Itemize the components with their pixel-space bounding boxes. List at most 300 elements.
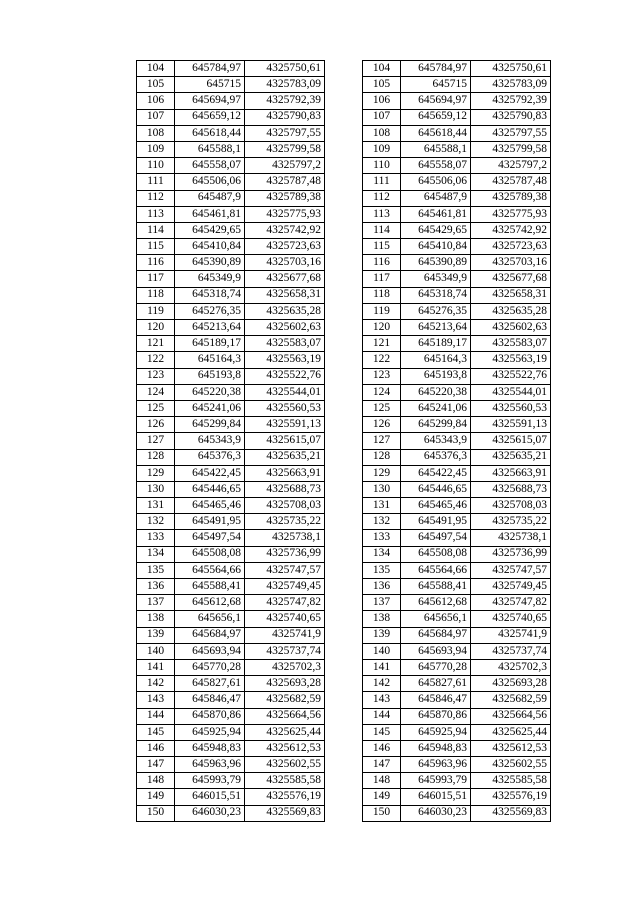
point-number-cell: 139 [363,627,401,643]
x-coordinate-cell: 645588,41 [401,579,471,595]
y-coordinate-cell: 4325708,03 [245,498,325,514]
x-coordinate-cell: 645164,3 [175,352,245,368]
table-row [363,400,551,416]
table-row [137,109,325,125]
y-coordinate-cell: 4325625,44 [245,724,325,740]
y-coordinate-cell: 4325615,07 [245,433,325,449]
y-coordinate-cell: 4325797,55 [245,125,325,141]
x-coordinate-cell: 645318,74 [401,287,471,303]
table-row [363,158,551,174]
x-coordinate-cell: 645390,89 [401,255,471,271]
y-coordinate-cell: 4325658,31 [245,287,325,303]
point-number-cell: 149 [137,789,175,805]
point-number-cell: 122 [137,352,175,368]
table-row [363,627,551,643]
point-number-cell: 140 [363,643,401,659]
table-row [363,109,551,125]
coordinates-table-right [362,60,551,822]
table-row [137,579,325,595]
point-number-cell: 122 [363,352,401,368]
table-row [363,174,551,190]
y-coordinate-cell: 4325750,61 [245,61,325,77]
point-number-cell: 145 [363,724,401,740]
point-number-cell: 116 [363,255,401,271]
y-coordinate-cell: 4325799,58 [245,141,325,157]
point-number-cell: 104 [137,61,175,77]
y-coordinate-cell: 4325789,38 [245,190,325,206]
point-number-cell: 136 [363,579,401,595]
x-coordinate-cell: 645446,65 [175,481,245,497]
table-row [363,384,551,400]
x-coordinate-cell: 645558,07 [175,158,245,174]
y-coordinate-cell: 4325797,2 [245,158,325,174]
y-coordinate-cell: 4325560,53 [471,400,551,416]
table-row [363,773,551,789]
x-coordinate-cell: 645213,64 [401,320,471,336]
x-coordinate-cell: 645220,38 [401,384,471,400]
x-coordinate-cell: 646015,51 [175,789,245,805]
point-number-cell: 126 [137,417,175,433]
x-coordinate-cell: 645846,47 [175,692,245,708]
point-number-cell: 118 [137,287,175,303]
point-number-cell: 107 [363,109,401,125]
x-coordinate-cell: 645241,06 [175,400,245,416]
y-coordinate-cell: 4325569,83 [245,805,325,821]
point-number-cell: 131 [137,498,175,514]
point-number-cell: 120 [137,320,175,336]
y-coordinate-cell: 4325569,83 [471,805,551,821]
table-row [137,773,325,789]
table-row [137,158,325,174]
point-number-cell: 119 [137,303,175,319]
x-coordinate-cell: 645948,83 [401,740,471,756]
table-row [137,498,325,514]
x-coordinate-cell: 645343,9 [175,433,245,449]
x-coordinate-cell: 645948,83 [175,740,245,756]
table-row [137,417,325,433]
y-coordinate-cell: 4325563,19 [471,352,551,368]
y-coordinate-cell: 4325741,9 [245,627,325,643]
table-row [137,287,325,303]
x-coordinate-cell: 645376,3 [401,449,471,465]
table-row [137,239,325,255]
y-coordinate-cell: 4325583,07 [245,336,325,352]
table-row [137,546,325,562]
point-number-cell: 133 [137,530,175,546]
point-number-cell: 108 [137,125,175,141]
y-coordinate-cell: 4325635,28 [245,303,325,319]
table-row [137,125,325,141]
table-row [363,805,551,821]
y-coordinate-cell: 4325522,76 [471,368,551,384]
table-row [363,352,551,368]
coordinates-table-left [136,60,325,822]
table-row [363,190,551,206]
y-coordinate-cell: 4325635,28 [471,303,551,319]
y-coordinate-cell: 4325737,74 [245,643,325,659]
y-coordinate-cell: 4325693,28 [471,676,551,692]
point-number-cell: 137 [363,595,401,611]
table-row [137,676,325,692]
point-number-cell: 116 [137,255,175,271]
table-row [363,368,551,384]
y-coordinate-cell: 4325741,9 [471,627,551,643]
y-coordinate-cell: 4325663,91 [245,465,325,481]
y-coordinate-cell: 4325749,45 [471,579,551,595]
y-coordinate-cell: 4325775,93 [245,206,325,222]
table-row [137,271,325,287]
table-row [363,255,551,271]
x-coordinate-cell: 645694,97 [401,93,471,109]
y-coordinate-cell: 4325740,65 [245,611,325,627]
point-number-cell: 115 [137,239,175,255]
x-coordinate-cell: 645715 [175,77,245,93]
y-coordinate-cell: 4325703,16 [471,255,551,271]
x-coordinate-cell: 645465,46 [175,498,245,514]
x-coordinate-cell: 645770,28 [175,659,245,675]
x-coordinate-cell: 645618,44 [401,125,471,141]
point-number-cell: 129 [363,465,401,481]
y-coordinate-cell: 4325797,2 [471,158,551,174]
table-row [363,643,551,659]
point-number-cell: 147 [363,757,401,773]
point-number-cell: 140 [137,643,175,659]
table-row [137,805,325,821]
table-row [137,659,325,675]
x-coordinate-cell: 645963,96 [401,757,471,773]
point-number-cell: 146 [363,740,401,756]
point-number-cell: 109 [137,141,175,157]
table-row [363,433,551,449]
table-row [363,125,551,141]
y-coordinate-cell: 4325663,91 [471,465,551,481]
table-row [363,530,551,546]
point-number-cell: 117 [363,271,401,287]
table-row [137,789,325,805]
x-coordinate-cell: 645349,9 [175,271,245,287]
y-coordinate-cell: 4325612,53 [245,740,325,756]
point-number-cell: 129 [137,465,175,481]
table-row [137,692,325,708]
point-number-cell: 113 [363,206,401,222]
table-row [363,676,551,692]
point-number-cell: 134 [137,546,175,562]
x-coordinate-cell: 645429,65 [175,222,245,238]
table-row [137,77,325,93]
point-number-cell: 147 [137,757,175,773]
table-row [137,400,325,416]
table-row [363,611,551,627]
point-number-cell: 142 [363,676,401,692]
table-row [363,708,551,724]
x-coordinate-cell: 645349,9 [401,271,471,287]
x-coordinate-cell: 645213,64 [175,320,245,336]
table-row [363,206,551,222]
y-coordinate-cell: 4325544,01 [471,384,551,400]
table-row [363,562,551,578]
y-coordinate-cell: 4325792,39 [471,93,551,109]
y-coordinate-cell: 4325560,53 [245,400,325,416]
x-coordinate-cell: 645508,08 [401,546,471,562]
table-row [137,595,325,611]
x-coordinate-cell: 645299,84 [175,417,245,433]
point-number-cell: 112 [363,190,401,206]
table-row [137,740,325,756]
point-number-cell: 144 [363,708,401,724]
table-row [137,433,325,449]
point-number-cell: 121 [137,336,175,352]
x-coordinate-cell: 645508,08 [175,546,245,562]
x-coordinate-cell: 645925,94 [401,724,471,740]
y-coordinate-cell: 4325703,16 [245,255,325,271]
point-number-cell: 110 [363,158,401,174]
y-coordinate-cell: 4325790,83 [471,109,551,125]
point-number-cell: 131 [363,498,401,514]
x-coordinate-cell: 645694,97 [175,93,245,109]
x-coordinate-cell: 645491,95 [401,514,471,530]
x-coordinate-cell: 645656,1 [401,611,471,627]
y-coordinate-cell: 4325736,99 [471,546,551,562]
x-coordinate-cell: 645410,84 [401,239,471,255]
point-number-cell: 126 [363,417,401,433]
table-row [137,627,325,643]
y-coordinate-cell: 4325635,21 [471,449,551,465]
x-coordinate-cell: 645588,1 [175,141,245,157]
table-row [363,320,551,336]
y-coordinate-cell: 4325591,13 [245,417,325,433]
x-coordinate-cell: 645846,47 [401,692,471,708]
table-row [137,724,325,740]
table-row [363,789,551,805]
y-coordinate-cell: 4325775,93 [471,206,551,222]
x-coordinate-cell: 645659,12 [175,109,245,125]
y-coordinate-cell: 4325682,59 [471,692,551,708]
table-row [137,530,325,546]
point-number-cell: 123 [363,368,401,384]
y-coordinate-cell: 4325693,28 [245,676,325,692]
point-number-cell: 136 [137,579,175,595]
point-number-cell: 135 [363,562,401,578]
table-row [363,579,551,595]
x-coordinate-cell: 645827,61 [401,676,471,692]
y-coordinate-cell: 4325787,48 [471,174,551,190]
point-number-cell: 130 [363,481,401,497]
point-number-cell: 120 [363,320,401,336]
x-coordinate-cell: 645993,79 [401,773,471,789]
table-row [137,174,325,190]
point-number-cell: 130 [137,481,175,497]
y-coordinate-cell: 4325688,73 [245,481,325,497]
y-coordinate-cell: 4325792,39 [245,93,325,109]
y-coordinate-cell: 4325563,19 [245,352,325,368]
x-coordinate-cell: 645189,17 [175,336,245,352]
x-coordinate-cell: 645993,79 [175,773,245,789]
x-coordinate-cell: 645343,9 [401,433,471,449]
x-coordinate-cell: 645487,9 [401,190,471,206]
y-coordinate-cell: 4325585,58 [471,773,551,789]
x-coordinate-cell: 645693,94 [401,643,471,659]
y-coordinate-cell: 4325790,83 [245,109,325,125]
y-coordinate-cell: 4325787,48 [245,174,325,190]
x-coordinate-cell: 645564,66 [175,562,245,578]
y-coordinate-cell: 4325544,01 [245,384,325,400]
table-row [363,740,551,756]
y-coordinate-cell: 4325723,63 [471,239,551,255]
point-number-cell: 132 [363,514,401,530]
x-coordinate-cell: 645684,97 [175,627,245,643]
table-row [137,611,325,627]
table-row [363,757,551,773]
x-coordinate-cell: 645422,45 [175,465,245,481]
x-coordinate-cell: 645422,45 [401,465,471,481]
table-row [363,239,551,255]
y-coordinate-cell: 4325583,07 [471,336,551,352]
table-row [363,141,551,157]
point-number-cell: 109 [363,141,401,157]
y-coordinate-cell: 4325591,13 [471,417,551,433]
point-number-cell: 134 [363,546,401,562]
y-coordinate-cell: 4325688,73 [471,481,551,497]
x-coordinate-cell: 645612,68 [175,595,245,611]
table-row [363,724,551,740]
x-coordinate-cell: 645491,95 [175,514,245,530]
x-coordinate-cell: 645497,54 [175,530,245,546]
table-row [137,206,325,222]
table-row [363,417,551,433]
point-number-cell: 105 [363,77,401,93]
y-coordinate-cell: 4325708,03 [471,498,551,514]
x-coordinate-cell: 645446,65 [401,481,471,497]
y-coordinate-cell: 4325747,57 [471,562,551,578]
y-coordinate-cell: 4325522,76 [245,368,325,384]
y-coordinate-cell: 4325576,19 [245,789,325,805]
table-row [137,336,325,352]
table-row [137,708,325,724]
y-coordinate-cell: 4325702,3 [245,659,325,675]
point-number-cell: 148 [137,773,175,789]
table-row [363,61,551,77]
table-row [137,190,325,206]
table-row [363,271,551,287]
point-number-cell: 137 [137,595,175,611]
point-number-cell: 143 [363,692,401,708]
point-number-cell: 106 [363,93,401,109]
y-coordinate-cell: 4325742,92 [245,222,325,238]
y-coordinate-cell: 4325602,55 [471,757,551,773]
x-coordinate-cell: 645164,3 [401,352,471,368]
point-number-cell: 128 [363,449,401,465]
x-coordinate-cell: 645612,68 [401,595,471,611]
y-coordinate-cell: 4325677,68 [471,271,551,287]
y-coordinate-cell: 4325602,63 [471,320,551,336]
point-number-cell: 144 [137,708,175,724]
y-coordinate-cell: 4325658,31 [471,287,551,303]
x-coordinate-cell: 645770,28 [401,659,471,675]
point-number-cell: 146 [137,740,175,756]
x-coordinate-cell: 646015,51 [401,789,471,805]
point-number-cell: 118 [363,287,401,303]
table-row [363,514,551,530]
x-coordinate-cell: 645506,06 [401,174,471,190]
table-row [363,77,551,93]
table-row [363,481,551,497]
x-coordinate-cell: 645276,35 [175,303,245,319]
point-number-cell: 124 [363,384,401,400]
table-row [363,287,551,303]
table-row [363,692,551,708]
x-coordinate-cell: 645299,84 [401,417,471,433]
table-row [137,562,325,578]
y-coordinate-cell: 4325602,63 [245,320,325,336]
x-coordinate-cell: 645193,8 [401,368,471,384]
x-coordinate-cell: 645465,46 [401,498,471,514]
table-row [137,141,325,157]
table-row [363,303,551,319]
x-coordinate-cell: 645461,81 [175,206,245,222]
table-row [363,336,551,352]
x-coordinate-cell: 645588,41 [175,579,245,595]
table-row [137,449,325,465]
x-coordinate-cell: 645684,97 [401,627,471,643]
point-number-cell: 124 [137,384,175,400]
x-coordinate-cell: 645497,54 [401,530,471,546]
point-number-cell: 145 [137,724,175,740]
x-coordinate-cell: 645318,74 [175,287,245,303]
y-coordinate-cell: 4325602,55 [245,757,325,773]
point-number-cell: 125 [137,400,175,416]
x-coordinate-cell: 645487,9 [175,190,245,206]
table-row [137,514,325,530]
point-number-cell: 108 [363,125,401,141]
table-row [137,303,325,319]
y-coordinate-cell: 4325749,45 [245,579,325,595]
point-number-cell: 141 [363,659,401,675]
y-coordinate-cell: 4325783,09 [245,77,325,93]
point-number-cell: 135 [137,562,175,578]
point-number-cell: 133 [363,530,401,546]
x-coordinate-cell: 645827,61 [175,676,245,692]
table-row [363,93,551,109]
table-row [137,320,325,336]
y-coordinate-cell: 4325738,1 [471,530,551,546]
x-coordinate-cell: 645564,66 [401,562,471,578]
point-number-cell: 114 [363,222,401,238]
point-number-cell: 111 [363,174,401,190]
table-row [137,222,325,238]
x-coordinate-cell: 645241,06 [401,400,471,416]
table-row [137,93,325,109]
y-coordinate-cell: 4325747,82 [471,595,551,611]
x-coordinate-cell: 645715 [401,77,471,93]
point-number-cell: 111 [137,174,175,190]
x-coordinate-cell: 645189,17 [401,336,471,352]
y-coordinate-cell: 4325625,44 [471,724,551,740]
table-row [363,498,551,514]
y-coordinate-cell: 4325682,59 [245,692,325,708]
x-coordinate-cell: 645429,65 [401,222,471,238]
y-coordinate-cell: 4325735,22 [245,514,325,530]
table-row [137,384,325,400]
x-coordinate-cell: 645870,86 [175,708,245,724]
table-row [137,255,325,271]
y-coordinate-cell: 4325664,56 [471,708,551,724]
x-coordinate-cell: 645220,38 [175,384,245,400]
table-row [363,449,551,465]
y-coordinate-cell: 4325789,38 [471,190,551,206]
point-number-cell: 105 [137,77,175,93]
point-number-cell: 138 [137,611,175,627]
y-coordinate-cell: 4325677,68 [245,271,325,287]
